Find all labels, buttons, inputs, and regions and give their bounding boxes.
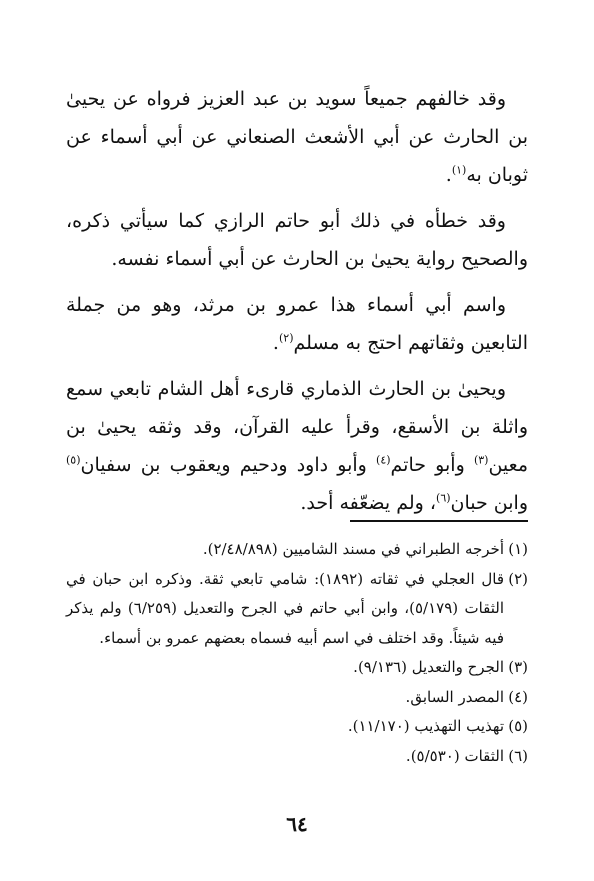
footnote-text: الجرح والتعديل (٩/١٣٦). [353,658,504,676]
paragraph-4-part-4: وابن حبان [450,492,528,514]
footnote-number: (٣) [508,658,528,676]
footnote-ref-1[interactable]: (١) [451,163,467,177]
footnote-separator [350,520,528,522]
footnote-ref-3[interactable]: (٣) [473,453,489,467]
main-text [66,80,528,522]
footnote-number: (٤) [508,687,528,706]
footnote-number: (١) [508,540,528,558]
paragraph-3-end: . [272,332,279,354]
footnote-number: (٥) [508,717,528,735]
footnote-3 [66,653,528,683]
paragraph-1-text: وقد خالفهم جميعاً سويد بن عبد العزيز فرواه عن يحيىٰ بن الحارث عن أبي الأشعث الصنعاني عن أبي أسماء عن ثوبان به [66,88,528,186]
footnote-text: المصدر السابق. [405,687,504,706]
footnote-6 [66,742,528,772]
footnote-4 [66,683,528,713]
footnote-text: الثقات (٥/٥٣٠). [405,746,504,765]
footnote-1 [66,535,528,565]
footnote-ref-5[interactable]: (٥) [66,453,81,467]
page-number: ٦٤ [286,812,308,836]
paragraph-3 [66,286,528,362]
footnotes [66,535,528,771]
paragraph-2 [66,202,528,278]
footnote-number: (٢) [508,569,528,588]
footnote-ref-4[interactable]: (٤) [376,453,391,467]
footnote-5 [66,712,528,742]
paragraph-4-part-3: وأبو داود ودحيم ويعقوب بن سفيان [80,454,377,476]
paragraph-1 [66,80,528,194]
paragraph-4-part-1: ويحيىٰ بن الحارث الذماري قارىء أهل الشام تابعي سمع واثلة بن الأسقع، وقرأ عليه القرآن، وقد وثقه يحيىٰ بن معين [66,378,528,476]
footnote-number: (٦) [508,746,528,765]
paragraph-2-text: وقد خطأه في ذلك أبو حاتم الرازي كما سيأتي ذكره، والصحيح رواية يحيىٰ بن الحارث عن أبي أسماء نفسه. [66,210,528,270]
footnote-text: تهذيب التهذيب (١١/١٧٠). [347,717,504,735]
footnote-ref-2[interactable]: (٢) [278,331,294,345]
footnote-text: قال العجلي في ثقاته (١٨٩٢): شامي تابعي ثقة. وذكره ابن حبان في الثقات (٥/١٧٩)، وابن أبي حاتم في الجرح والتعديل (٦/٢٥٩) ولم يذكر فيه شيئاً. وقد اختلف في اسم أبيه فسماه بعضهم عمرو بن أسماء. [66,569,504,647]
footnote-2 [66,565,528,654]
paragraph-4 [66,370,528,522]
footnote-text: أخرجه الطبراني في مسند الشاميين (٢/٤٨/٨٩٨). [202,540,504,558]
paragraph-4-part-2: وأبو حاتم [390,454,474,476]
footnote-ref-6[interactable]: (٦) [436,491,451,505]
paragraph-4-part-5: ، ولم يضعّفه أحد. [300,492,437,514]
paragraph-3-text: واسم أبي أسماء هذا عمرو بن مرثد، وهو من جملة التابعين وثقاتهم احتج به مسلم [66,294,528,354]
paragraph-1-end: . [445,164,452,186]
